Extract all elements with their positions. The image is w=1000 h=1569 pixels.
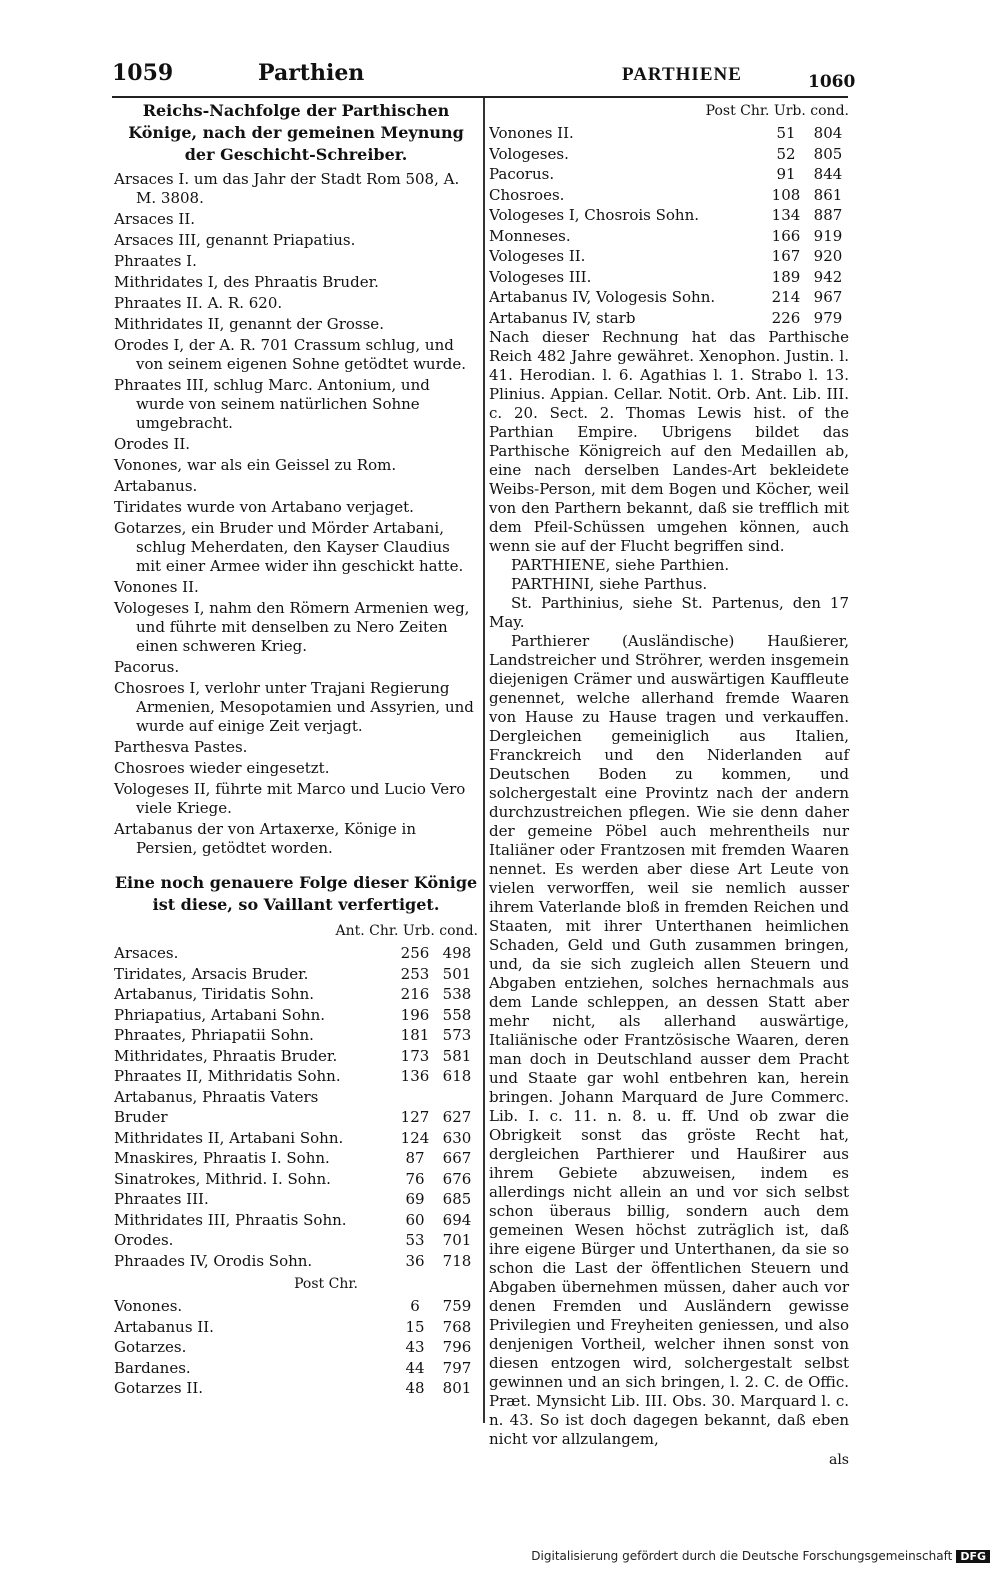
king-name: Phriapatius, Artabani Sohn.	[114, 1005, 326, 1024]
table-row	[489, 123, 849, 144]
year-urbis: 694	[442, 1210, 472, 1229]
year-urbis: 630	[442, 1128, 472, 1147]
table-row	[114, 1046, 478, 1067]
footer-text: Digitalisierung gefördert durch die Deutsche Forschungsgemeinschaft	[531, 1549, 953, 1563]
year-urbis: 501	[442, 964, 472, 983]
year-christ: 166	[771, 226, 801, 245]
year-christ: 108	[771, 185, 801, 204]
year-christ: 48	[405, 1379, 425, 1397]
year-christ: 196	[400, 1005, 430, 1024]
king-name: Vologeses.	[489, 144, 569, 163]
king-name: Vologeses III.	[489, 267, 592, 286]
king-name: Vonones II.	[489, 124, 574, 142]
list-item: Chosroes wieder eingesetzt.	[114, 759, 330, 777]
king-name: Mithridates II, Artabani Sohn.	[114, 1128, 344, 1147]
list-item: Vologeses II, führte mit Marco und Lucio Vero viele Kriege.	[114, 780, 466, 817]
paragraph-parthien: Nach dieser Rechnung hat das Parthische Reich 482 Jahre gewähret. Xenophon. Justin. l. 41. Herodian. l. 6. Agathias l. 1. Strabo l. 13. Plinius. Appian. Cellar. Notit. Orb. Ant. Lib. III. c. 20. Sect. 2. Thomas Lewis hist. of the Parthian Empire. Ubrigens bildet das Parthische Königreich auf den Medaillen ab, eine nach derselben Landes-Art bekleidete Weibs-Person, mit dem Bogen und Köcher, weil von den Parthern bekannt, daß sie trefflich mit dem Pfeil-Schüssen umgehen können, auch wenn sie auf der Flucht begriffen sind.	[489, 328, 849, 555]
year-urbis: 701	[442, 1231, 472, 1249]
cross-reference: PARTHINI, siehe Parthus.	[511, 575, 708, 593]
year-christ: 44	[405, 1358, 425, 1377]
cross-reference: St. Parthinius, siehe St. Partenus, den 17 May.	[489, 594, 849, 631]
king-name: Artabanus, Phraatis Vaters	[114, 1087, 319, 1106]
year-urbis: 667	[442, 1149, 472, 1167]
year-urbis: 618	[442, 1067, 472, 1085]
king-name: Mithridates, Phraatis Bruder.	[114, 1046, 338, 1065]
king-name: Tiridates, Arsacis Bruder.	[114, 964, 309, 983]
right-column	[489, 100, 849, 1472]
year-urbis: 581	[442, 1046, 472, 1065]
year-christ: 36	[405, 1251, 425, 1270]
table-row	[489, 246, 849, 267]
section-title: Reichs-Nachfolge der Parthischen Könige, nach der gemeinen Meynung der Geschicht-Schreiber.	[128, 101, 464, 164]
table-row	[114, 1251, 478, 1272]
year-urbis: 768	[442, 1317, 472, 1336]
king-name: Pacorus.	[489, 165, 555, 183]
cross-reference: PARTHIENE, siehe Parthien.	[511, 556, 730, 574]
year-christ: 214	[771, 288, 801, 306]
table-row	[114, 1296, 478, 1317]
king-name: Phraates, Phriapatii Sohn.	[114, 1026, 314, 1044]
year-urbis: 967	[813, 288, 843, 306]
year-christ: 91	[776, 165, 796, 183]
year-christ: 60	[405, 1210, 425, 1229]
list-item: Phraates I.	[114, 252, 197, 270]
table-row	[114, 1358, 478, 1379]
table-row	[114, 1337, 478, 1358]
list-item: Pacorus.	[114, 658, 180, 676]
table-row	[114, 1066, 478, 1087]
dfg-logo: DFG	[956, 1550, 990, 1563]
list-item: Vonones, war als ein Geissel zu Rom.	[114, 456, 397, 474]
year-urbis: 919	[813, 226, 843, 245]
king-name: Vologeses I, Chosrois Sohn.	[489, 206, 700, 224]
running-head-left: Parthien	[258, 60, 365, 86]
king-name: Phraates II, Mithridatis Sohn.	[114, 1067, 341, 1085]
year-urbis: 558	[442, 1005, 472, 1024]
left-column	[114, 100, 478, 1399]
year-christ: 226	[771, 308, 801, 327]
king-name: Artabanus IV, starb	[489, 308, 636, 327]
king-name: Mnaskires, Phraatis I. Sohn.	[114, 1149, 330, 1167]
king-name: Gotarzes II.	[114, 1379, 204, 1397]
year-christ: 127	[400, 1108, 430, 1126]
year-christ: 51	[776, 124, 796, 142]
table-row	[114, 943, 478, 964]
king-name: Arsaces.	[114, 944, 179, 962]
table-row	[114, 1378, 478, 1399]
year-christ: 253	[400, 964, 430, 983]
page-number-left: 1059	[112, 60, 174, 86]
year-urbis: 685	[442, 1190, 472, 1208]
catchword: als	[828, 1452, 849, 1468]
list-item: Orodes I, der A. R. 701 Crassum schlug, und von seinem eigenen Sohne getödtet wurde.	[114, 336, 466, 373]
footer-credit	[531, 1549, 990, 1563]
king-list	[114, 170, 478, 858]
list-item: Artabanus.	[114, 477, 198, 495]
year-urbis: 797	[442, 1358, 472, 1377]
year-christ: 43	[405, 1338, 425, 1356]
king-name: Phraates III.	[114, 1190, 209, 1208]
list-item: Arsaces I. um das Jahr der Stadt Rom 508, A. M. 3808.	[114, 170, 460, 207]
table-row	[114, 1087, 478, 1108]
king-name: Monneses.	[489, 226, 571, 245]
year-urbis: 844	[813, 165, 843, 183]
list-item: Mithridates I, des Phraatis Bruder.	[114, 273, 379, 291]
king-name: Gotarzes.	[114, 1338, 187, 1356]
table-header-right: Post Chr. Urb. cond.	[705, 103, 849, 119]
king-name: Phraades IV, Orodis Sohn.	[114, 1251, 313, 1270]
year-christ: 6	[410, 1297, 420, 1315]
table-row	[489, 226, 849, 247]
year-christ: 124	[400, 1128, 430, 1147]
year-christ: 69	[405, 1190, 425, 1208]
year-christ: 189	[771, 267, 801, 286]
table-row	[489, 267, 849, 288]
table-row	[114, 1210, 478, 1231]
table-row	[489, 185, 849, 206]
table-row	[114, 1005, 478, 1026]
table-row	[114, 1107, 478, 1128]
list-item: Arsaces II.	[114, 210, 196, 228]
list-item: Mithridates II, genannt der Grosse.	[114, 315, 384, 333]
table-row	[114, 1230, 478, 1251]
year-christ: 181	[400, 1026, 430, 1044]
king-name: Orodes.	[114, 1231, 174, 1249]
year-urbis: 718	[442, 1251, 472, 1270]
king-name: Bardanes.	[114, 1358, 191, 1377]
running-head-right: PARTHIENE	[622, 64, 742, 85]
king-name: Artabanus IV, Vologesis Sohn.	[489, 288, 716, 306]
year-urbis: 804	[813, 124, 843, 142]
year-christ: 256	[400, 944, 430, 962]
list-item: Phraates III, schlug Marc. Antonium, und wurde von seinem natürlichen Sohne umgebracht.	[114, 376, 430, 432]
table-row	[114, 1169, 478, 1190]
list-item: Phraates II. A. R. 620.	[114, 294, 283, 312]
year-urbis: 796	[442, 1338, 472, 1356]
list-item: Vologeses I, nahm den Römern Armenien weg, und führte mit denselben zu Nero Zeiten einen schweren Krieg.	[114, 599, 470, 655]
list-item: Chosroes I, verlohr unter Trajani Regierung Armenien, Mesopotamien und Assyrien, und wurde auf einige Zeit verjagt.	[114, 679, 474, 735]
king-name: Vologeses II.	[489, 247, 586, 265]
list-item: Parthesva Pastes.	[114, 738, 248, 756]
list-item: Gotarzes, ein Bruder und Mörder Artabani, schlug Meherdaten, den Kayser Claudius mit einer Armee wider ihn geschickt hatte.	[114, 519, 464, 575]
table-header-ant: Ant. Chr. Urb. cond.	[335, 923, 478, 939]
table-row	[489, 308, 849, 329]
list-item: Vonones II.	[114, 578, 199, 596]
year-urbis: 920	[813, 247, 843, 265]
year-urbis: 573	[442, 1026, 472, 1044]
year-urbis: 979	[813, 308, 843, 327]
list-item: Arsaces III, genannt Priapatius.	[114, 231, 356, 249]
king-name: Chosroes.	[489, 185, 565, 204]
year-urbis: 942	[813, 267, 843, 286]
king-name: Mithridates III, Phraatis Sohn.	[114, 1210, 347, 1229]
king-name: Sinatrokes, Mithrid. I. Sohn.	[114, 1169, 331, 1188]
list-item: Artabanus der von Artaxerxe, Könige in Persien, getödtet worden.	[114, 820, 417, 857]
year-urbis: 498	[442, 944, 472, 962]
table-row	[114, 1189, 478, 1210]
section-title-vaillant: Eine noch genauere Folge dieser Könige ist diese, so Vaillant verfertiget.	[114, 873, 478, 914]
king-table-ante	[114, 943, 478, 1271]
table-row	[114, 1317, 478, 1338]
year-urbis: 861	[813, 185, 843, 204]
year-urbis: 887	[813, 206, 843, 224]
year-urbis: 801	[442, 1379, 472, 1397]
year-urbis: 538	[442, 985, 472, 1003]
table-row	[114, 1025, 478, 1046]
header-rule	[112, 96, 848, 98]
table-row	[489, 205, 849, 226]
year-christ	[394, 1087, 436, 1108]
paragraph-parthierer: Parthierer (Ausländische) Haußierer, Landstreicher und Ströhrer, werden insgemein diejenigen Crämer und auswärtigen Kauffleute genennet, welche allerhand fremde Waaren von Hause zu Hause tragen und verkauffen. Dergleichen gemeiniglich aus Italien, Franckreich und den Niderlanden auf Deutschen Boden zu kommen, und solchergestalt eine Provintz nach der andern durchzustreichen pflegen. Wie sie denn daher der gemeine Pöbel auch mehrentheils nur Italiäner oder Frantzosen mit fremden Waaren nennet. Es werden aber diese Art Leute von vielen verworffen, weil sie nemlich ausser ihrem Vaterlande bloß in fremden Reichen und Staaten, mit ihrer Unterthanen heimlichen Schaden, Geld und Guth zusammen bringen, und, da sie sich zugleich allen Steuern und Abgaben entziehen, solches hernachmals aus dem Lande schleppen, an dessen Statt aber mehr nicht, als allerhand auswärtige, Italiänische oder Frantzösische Waaren, deren man doch in Deutschland ausser dem Pracht und Staate gar wohl entbehren kan, herein bringen. Johann Marquard de Jure Commerc. Lib. I. c. 11. n. 8. u. ff. Und ob zwar die Obrigkeit sonst das gröste Recht hat, dergleichen Parthierer und Haußirer aus ihrem Gebiete abzuweisen, indem es allerdings nicht allein an und vor sich selbst schon überaus billig, sondern auch dem gemeinen Wesen höchst zuträglich ist, daß ihre eigene Bürger und Unterthanen, da sie so schon die Last der öffentlichen Steuern und Abgaben übernehmen müssen, daher auch vor denen Fremden und Ausländern gewisse Privilegien und Freyheiten geniessen, und also denjenigen Vortheil, welcher ihnen sonst von diesen entzogen wird, solchergestalt selbst gewinnen und an sich bringen, l. 2. C. de Offic. Præt. Mynsicht Lib. III. Obs. 30. Marquard l. c. n. 43. So ist doch dagegen bekannt, daß eben nicht vor allzulangem,	[489, 632, 849, 1448]
table-row	[489, 287, 849, 308]
year-urbis: 759	[442, 1297, 472, 1315]
table-row	[114, 1148, 478, 1169]
year-christ: 173	[400, 1046, 430, 1065]
king-table-continued	[489, 123, 849, 328]
year-christ: 136	[400, 1067, 430, 1085]
table-row	[114, 1128, 478, 1149]
column-divider	[483, 98, 485, 1423]
year-urbis: 805	[813, 144, 843, 163]
year-urbis	[436, 1087, 478, 1108]
table-row	[489, 144, 849, 165]
year-christ: 134	[771, 206, 801, 224]
king-name: Vonones.	[114, 1297, 183, 1315]
table-header-post: Post Chr.	[294, 1276, 358, 1292]
year-christ: 216	[400, 985, 430, 1003]
page-number-right: 1060	[808, 72, 856, 92]
year-christ: 76	[405, 1169, 425, 1188]
table-row	[489, 164, 849, 185]
year-christ: 167	[771, 247, 801, 265]
list-item: Tiridates wurde von Artabano verjaget.	[114, 498, 414, 516]
table-row	[114, 964, 478, 985]
year-christ: 53	[405, 1231, 425, 1249]
list-item: Orodes II.	[114, 435, 191, 453]
year-urbis: 676	[442, 1169, 472, 1188]
king-name: Bruder	[114, 1108, 168, 1126]
year-urbis: 627	[442, 1108, 472, 1126]
year-christ: 52	[776, 144, 796, 163]
king-table-post	[114, 1296, 478, 1399]
king-name: Artabanus II.	[114, 1317, 214, 1336]
king-name: Artabanus, Tiridatis Sohn.	[114, 985, 315, 1003]
year-christ: 87	[405, 1149, 425, 1167]
table-row	[114, 984, 478, 1005]
year-christ: 15	[405, 1317, 425, 1336]
